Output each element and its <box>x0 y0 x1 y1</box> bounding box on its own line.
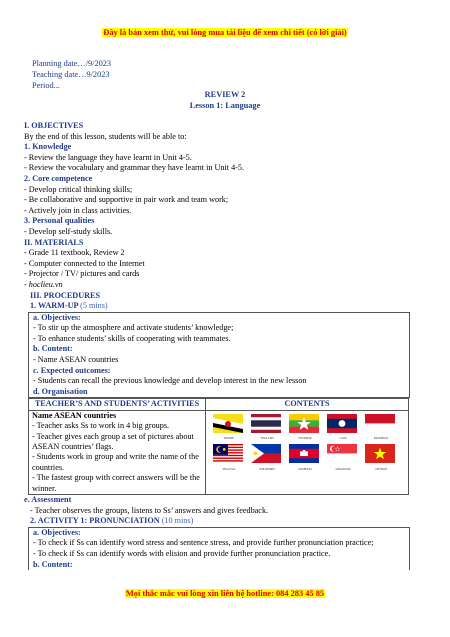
activity-step: - The fastest group with correct answers will be the winner. <box>32 473 200 493</box>
preview-banner <box>0 28 450 37</box>
flag-item <box>289 444 321 471</box>
activity1-objective: - To check if Ss can identify words with elision and provide further pronunciation practice. <box>33 549 331 559</box>
flag-item <box>251 414 283 441</box>
activity1-title: 2. ACTIVITY 1: PRONUNCIATION <box>30 516 160 526</box>
warmup-outcome: - Students can recall the previous knowledge and develop interest in the new lesson <box>33 376 307 386</box>
planning-date: Planning date…/9/2023 <box>32 59 112 68</box>
knowledge-heading: 1. Knowledge <box>24 142 72 152</box>
warmup-title: 1. WARM-UP <box>30 301 79 311</box>
flag-item <box>251 444 283 471</box>
flag-caption: CAMBODIA <box>297 467 313 471</box>
flag-item <box>213 414 245 441</box>
warmup-time: (5 mins) <box>80 301 108 311</box>
materials-item: - Computer connected to the Internet <box>24 258 145 268</box>
activity-title: Name ASEAN countries <box>32 410 117 420</box>
assessment-text: - Teacher observes the groups, listens to Ss’ answers and gives feedback. <box>30 505 269 515</box>
flag-item <box>365 414 397 441</box>
warmup-heading <box>24 301 424 312</box>
warmup-organisation-label: d. Organisation <box>33 386 88 396</box>
myanmar-flag-icon <box>289 414 319 433</box>
period: Period... <box>32 81 60 90</box>
flag-caption: LAOS <box>339 437 347 441</box>
flag-caption: PHILIPPINES <box>259 467 275 471</box>
warmup-objectives-label: a. Objectives: <box>33 312 81 322</box>
knowledge-item: - Review the vocabulary and grammar they have learnt in Unit 4-5. <box>24 163 245 173</box>
flag-caption: THAILAND <box>260 437 274 441</box>
cambodia-flag-icon <box>289 444 319 463</box>
flag-item <box>289 414 321 441</box>
flag-caption: INDONESIA <box>373 437 389 441</box>
materials-heading: II. MATERIALS <box>24 237 84 247</box>
brunei-flag-icon <box>213 414 243 433</box>
indonesia-flag-icon <box>365 414 395 433</box>
activity1-content-label: b. Content: <box>33 559 73 569</box>
activity-step: - Teacher asks Ss to work in 4 big groups. <box>32 421 170 431</box>
core-item: - Be collaborative and supportive in pair work and team work; <box>24 195 229 205</box>
page-title: REVIEW 2 <box>204 90 246 99</box>
warmup-objective: - To stir up the atmosphere and activate students’ knowledge; <box>33 323 234 333</box>
personal-item: - Develop self-study skills. <box>24 226 113 236</box>
warmup-objective: - To enhance students’ skills of cooperating with teammates. <box>33 333 231 343</box>
laos-flag-icon <box>327 414 357 433</box>
activity1-objective: - To check if Ss can identify word stress and sentence stress, and provide further pronunciation practice; <box>33 538 374 548</box>
personal-qualities-heading: 3. Personal qualities <box>24 216 95 226</box>
malaysia-flag-icon <box>213 444 243 463</box>
singapore-flag-icon <box>327 444 357 463</box>
philippines-flag-icon <box>251 444 281 463</box>
materials-link[interactable]: - hoclieu.vn <box>24 279 63 289</box>
activity-step: - Teacher gives each group a set of pictures about ASEAN countries’ flags. <box>32 431 194 452</box>
activities-cell <box>29 410 206 494</box>
contents-cell <box>206 410 409 494</box>
col-activities-header: TEACHER’S AND STUDENTS’ ACTIVITIES <box>29 399 206 410</box>
page-subtitle: Lesson 1: Language <box>189 101 261 110</box>
activity1-heading <box>24 516 424 527</box>
flag-caption: MYANMAR <box>298 437 312 441</box>
flag-item <box>365 444 397 471</box>
objectives-intro: By the end of this lesson, students will be able to: <box>24 131 187 141</box>
activity1-box <box>28 527 410 570</box>
objectives-heading: I. OBJECTIVES <box>24 121 84 130</box>
core-competence-heading: 2. Core competence <box>24 173 93 183</box>
col-contents-header: CONTENTS <box>206 399 409 410</box>
materials-item: - Projector / TV/ pictures and cards <box>24 269 140 279</box>
core-item: - Develop critical thinking skills; <box>24 184 133 194</box>
warmup-content: - Name ASEAN countries <box>33 355 119 365</box>
lesson-body <box>24 121 424 570</box>
flag-caption: VIETNAM <box>375 467 387 471</box>
materials-item: - Grade 11 textbook, Review 2 <box>24 248 125 258</box>
teaching-date: Teaching date…9/2023 <box>32 70 110 79</box>
flag-item <box>213 444 245 471</box>
hotline-banner-text: Mọi thắc mắc vui lòng xin liên hệ hotline: 084 283 45 85 <box>125 589 325 598</box>
preview-banner-text: Đây là bản xem thử, vui lòng mua tài liệu để xem chi tiết (có lời giải) <box>103 28 347 37</box>
organisation-table <box>28 398 409 495</box>
activity1-objectives-label: a. Objectives: <box>33 527 81 537</box>
flag-caption: BRUNEI <box>224 437 234 441</box>
flags-grid <box>209 411 405 472</box>
planning-info <box>32 58 111 91</box>
assessment-label: e. Assessment <box>24 495 72 505</box>
procedures-heading: III. PROCEDURES <box>30 290 101 300</box>
activity1-time: (10 mins) <box>161 516 194 526</box>
vietnam-flag-icon <box>365 444 395 463</box>
flag-item <box>327 414 359 441</box>
warmup-content-label: b. Content: <box>33 344 73 354</box>
flag-caption: MALAYSIA <box>222 467 236 471</box>
core-item: - Actively join in class activities. <box>24 205 132 215</box>
hotline-banner <box>0 589 450 598</box>
warmup-box <box>28 312 410 399</box>
warmup-outcomes-label: c. Expected outcomes: <box>33 365 111 375</box>
knowledge-item: - Review the language they have learnt in Unit 4-5. <box>24 152 192 162</box>
flag-item <box>327 444 359 471</box>
flag-caption: SINGAPORE <box>335 467 351 471</box>
thailand-flag-icon <box>251 414 281 433</box>
activity-step: - Students work in group and write the name of the countries. <box>32 452 199 472</box>
